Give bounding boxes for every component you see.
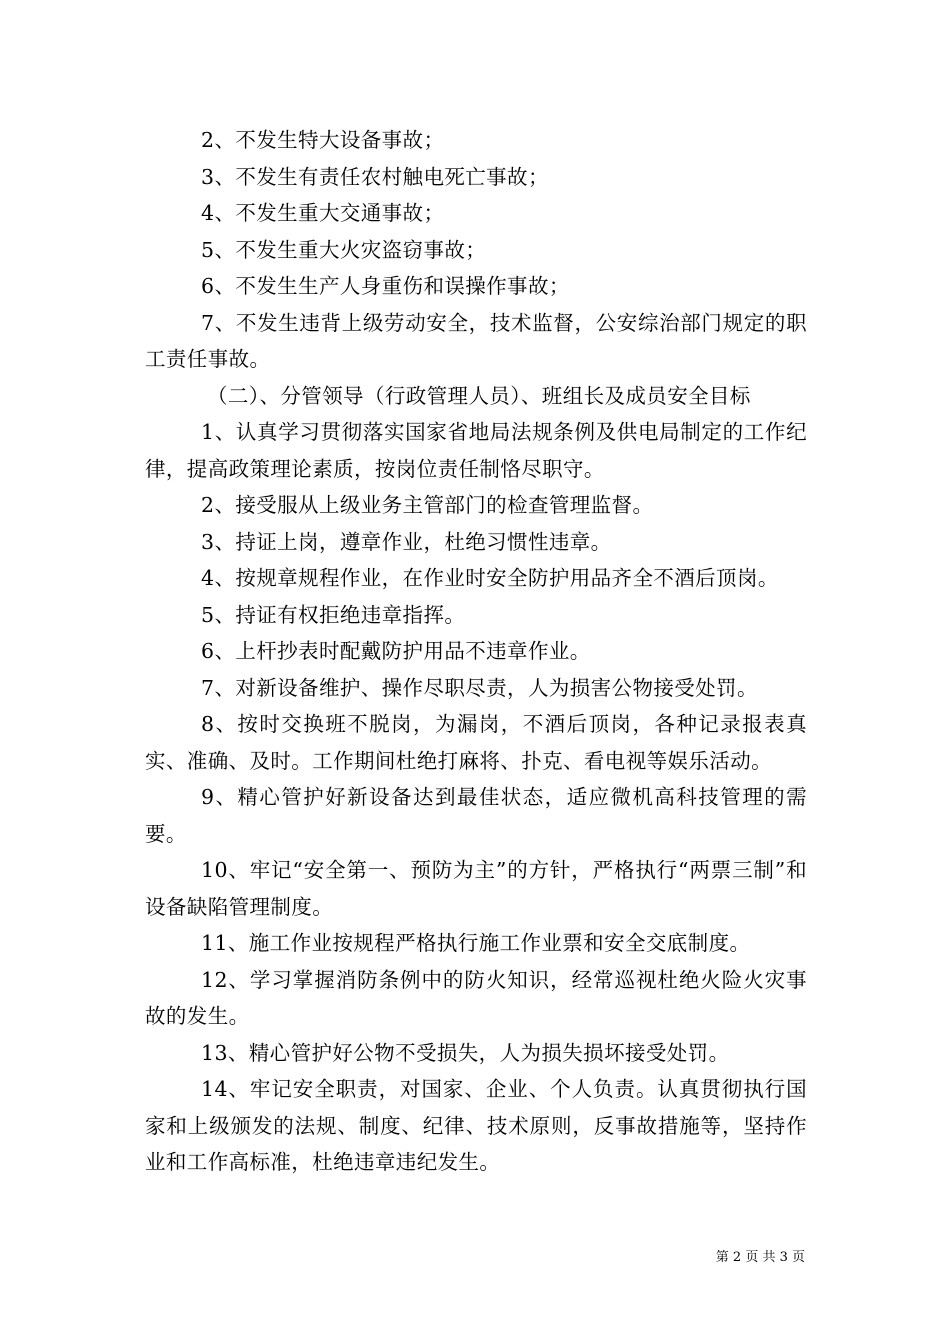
paragraph-goal-5: 5、持证有权拒绝违章指挥。 xyxy=(201,602,466,627)
paragraph-item-6: 6、不发生生产人身重伤和误操作事故； xyxy=(201,274,570,298)
paragraph-goal-2: 2、接受服从上级业务主管部门的检查管理监督。 xyxy=(201,493,654,517)
paragraph-goal-3: 3、持证上岗，遵章作业，杜绝习惯性违章。 xyxy=(201,529,612,554)
section-heading: （二）、分管领导（行政管理人员）、班组长及成员安全目标 xyxy=(207,383,751,408)
paragraph-goal-13: 13、精心管护好公物不受损失，人为损失损坏接受处罚。 xyxy=(201,1040,730,1065)
paragraph-goal-1: 1、认真学习贯彻落实国家省地局法规条例及供电局制定的工作纪律，提高政策理论素质，按岗位责任制恪尽职守。 xyxy=(145,420,807,481)
paragraph-goal-14: 14、牢记安全职责，对国家、企业、个人负责。认真贯彻执行国家和上级颁发的法规、制度、纪律、技术原则，反事故措施等，坚持作业和工作高标准，杜绝违章违纪发生。 xyxy=(145,1077,807,1174)
paragraph-goal-7: 7、对新设备维护、操作尽职尽责，人为损害公物接受处罚。 xyxy=(201,675,758,700)
document-body xyxy=(145,122,807,1181)
paragraph-goal-10: 10、牢记“安全第一、预防为主”的方针，严格执行“两票三制”和设备缺陷管理制度。 xyxy=(145,858,807,919)
paragraph-goal-4: 4、按规章规程作业，在作业时安全防护用品齐全不酒后顶岗。 xyxy=(201,566,779,590)
paragraph-goal-6: 6、上杆抄表时配戴防护用品不违章作业。 xyxy=(201,639,591,663)
paragraph-item-7: 7、不发生违背上级劳动安全，技术监督，公安综治部门规定的职工责任事故。 xyxy=(145,310,807,371)
page-number: 第 2 页 共 3 页 xyxy=(715,1250,805,1265)
paragraph-item-4: 4、不发生重大交通事故； xyxy=(201,201,445,225)
paragraph-goal-12: 12、学习掌握消防条例中的防火知识，经常巡视杜绝火险火灾事故的发生。 xyxy=(145,967,807,1028)
paragraph-item-3: 3、不发生有责任农村触电死亡事故； xyxy=(201,164,549,189)
paragraph-goal-9: 9、精心管护好新设备达到最佳状态，适应微机高科技管理的需要。 xyxy=(145,785,807,846)
paragraph-goal-8: 8、按时交换班不脱岗，为漏岗，不酒后顶岗，各种记录报表真实、准确、及时。工作期间杜绝打麻将、扑克、看电视等娱乐活动。 xyxy=(145,712,807,773)
paragraph-item-5: 5、不发生重大火灾盗窃事故； xyxy=(201,237,487,262)
paragraph-goal-11: 11、施工作业按规程严格执行施工作业票和安全交底制度。 xyxy=(201,931,751,955)
paragraph-item-2: 2、不发生特大设备事故； xyxy=(201,128,445,152)
